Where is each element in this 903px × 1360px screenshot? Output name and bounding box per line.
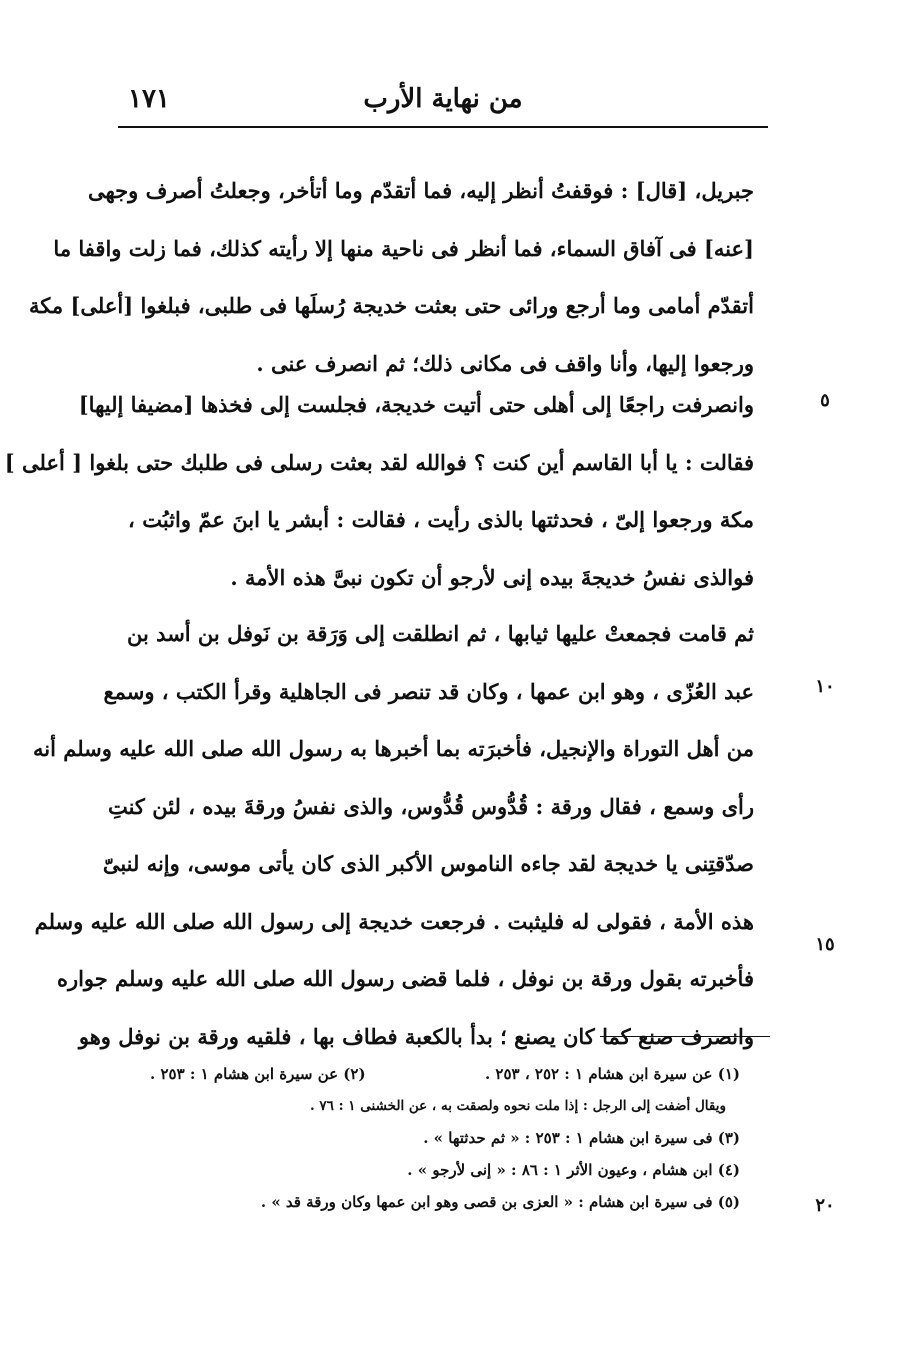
footnote-4: (٤) ابن هشام ، وعيون الأثر ١ : ٨٦ : « إنى لأرجو » . (407, 1161, 740, 1179)
text-line: ورجعوا إليها، وأنا واقف فى مكانى ذلك؛ ثم انصرف عنى . (256, 350, 754, 376)
text-line: جبريل، [قال] : فوقفتُ أنظر إليه، فما أتقدّم وما أتأخر، وجعلتُ أصرف وجهى (87, 178, 754, 203)
footnote-2-continuation: ويقال أضفت إلى الرجل : إذا ملت نحوه ولصقت به ، عن الخشنى ١ : ٧٦ . (309, 1098, 726, 1114)
text-line: عبد العُزّى ، وهو ابن عمها ، وكان قد تنصر فى الجاهلية وقرأ الكتب ، وسمع (103, 678, 754, 704)
footnote-row (150, 1058, 740, 1090)
footnotes (150, 1058, 740, 1218)
footnote-1: (١) عن سيرة ابن هشام ١ : ٢٥٢ ، ٢٥٣ . (484, 1065, 740, 1083)
line-number-5: ٥ (820, 390, 830, 411)
line-number-10: ١٠ (815, 676, 835, 697)
text-line: مكة ورجعوا إلىّ ، فحدثتها بالذى رأيت ، فقالت : أبشر يا ابنَ عمّ واثبُت ، (128, 507, 754, 532)
footnote-3: (٣) فى سيرة ابن هشام ١ : ٢٥٣ : « ثم حدثتها » . (423, 1129, 740, 1147)
text-line: صدّقتِنى يا خديجة لقد جاءه الناموس الأكبر الذى كان يأتى موسى، وإنه لنبىّ (102, 851, 754, 876)
text-line: من أهل التوراة والإنجيل، فأخبرَته بما أخبرها به رسول الله صلى الله عليه وسلم أنه (32, 736, 754, 761)
line-number-20: ٢٠ (815, 1195, 835, 1216)
text-line: رأى وسمع ، فقال ورقة : قُدُّوس قُدُّوس، والذى نفسُ ورقةَ بيده ، لئن كنتِ (107, 793, 754, 819)
text-line: ثم قامت فجمعتْ عليها ثيابها ، ثم انطلقت إلى وَرَقة بن نَوفل بن أسد بن (127, 621, 754, 646)
text-line: أتقدّم أمامى وما أرجع ورائى حتى بعثت خديجة رُسلَها فى طلبى، فبلغوا [أعلى] مكة (29, 293, 754, 318)
text-line: وانصرفت راجعًا إلى أهلى حتى أتيت خديجة، فجلست إلى فخذها [مضيفا إليها] (78, 392, 754, 417)
text-line: وانصرف صنع كما كان يصنع ؛ بدأ بالكعبة فطاف بها ، فلقيه ورقة بن نوفل وهو (78, 1023, 754, 1049)
footnote-separator (600, 1036, 770, 1037)
text-line: فأخبرته بقول ورقة بن نوفل ، فلما قضى رسول الله صلى الله عليه وسلم جواره (56, 966, 754, 991)
text-line: [عنه] فى آفاق السماء، فما أنظر فى ناحية منها إلا رأيته كذلك، فما زلت واقفا ما (53, 235, 754, 261)
paragraph-3 (32, 605, 754, 1065)
text-line: فوالذى نفسُ خديجةَ بيده إنى لأرجو أن تكون نبىَّ هذه الأمة . (230, 564, 754, 590)
footnote-2: (٢) عن سيرة ابن هشام ١ : ٢٥٣ . (150, 1065, 366, 1083)
footnote-5: (٥) فى سيرة ابن هشام : « العزى بن قصى وهو ابن عمها وكان ورقة قد » . (260, 1193, 740, 1211)
page-number: ١٧١ (128, 84, 170, 114)
paragraph-1 (29, 162, 754, 392)
paragraph-2 (4, 376, 754, 606)
text-line: فقالت : يا أبا القاسم أين كنت ؟ فوالله لقد بعثت رسلى فى طلبك حتى بلغوا [ أعلى ] (4, 449, 754, 475)
running-title: من نهاية الأرب (363, 84, 523, 114)
page-header (118, 80, 768, 128)
line-number-15: ١٥ (815, 934, 835, 955)
text-line: هذه الأمة ، فقولى له فليثبت . فرجعت خديجة إلى رسول الله صلى الله عليه وسلم (34, 908, 754, 934)
